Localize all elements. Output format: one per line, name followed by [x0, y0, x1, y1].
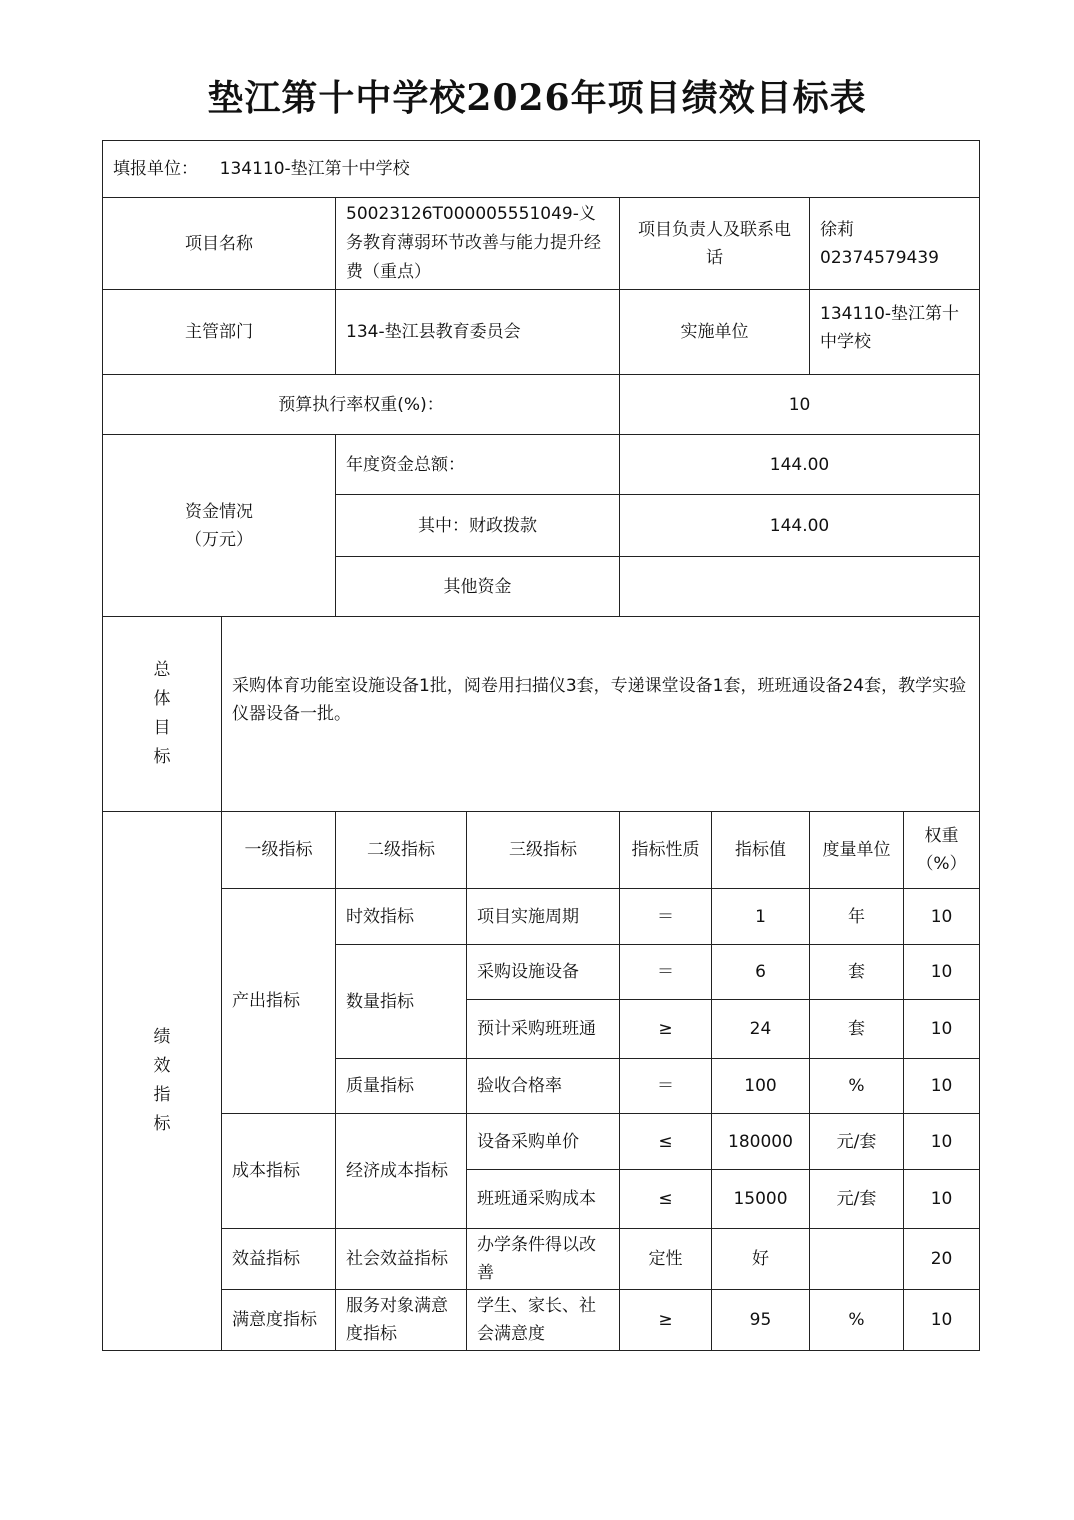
fiscal-funds-value: 144.00 [620, 495, 980, 557]
level2-cell: 服务对象满意度指标 [336, 1290, 467, 1351]
indicators-label [103, 812, 222, 1351]
value-cell: 100 [712, 1059, 810, 1114]
value-cell: 180000 [712, 1114, 810, 1170]
value-cell: 1 [712, 889, 810, 945]
unit-cell: 年 [810, 889, 904, 945]
value-cell: 95 [712, 1290, 810, 1351]
weight-cell: 10 [904, 889, 980, 945]
col-header: 一级指标 [222, 812, 336, 889]
ind-char: 指 [153, 1085, 171, 1105]
weight-cell: 10 [904, 1000, 980, 1059]
leader-phone: 02374579439 [820, 247, 939, 268]
level3-cell: 班班通采购成本 [467, 1170, 620, 1229]
project-name-label: 项目名称 [103, 198, 336, 290]
unit-cell: % [810, 1059, 904, 1114]
level2-cell: 质量指标 [336, 1059, 467, 1114]
level3-cell: 办学条件得以改善 [467, 1229, 620, 1290]
unit-cell: 套 [810, 945, 904, 1000]
weight-cell: 10 [904, 1290, 980, 1351]
goal-char: 体 [153, 689, 171, 709]
unit-cell: 元/套 [810, 1170, 904, 1229]
dept-value: 134-垫江县教育委员会 [336, 290, 620, 375]
dept-label: 主管部门 [103, 290, 336, 375]
operator-cell: ＝ [620, 1059, 712, 1114]
page-title: 垫江第十中学校2026年项目绩效目标表 [207, 77, 867, 119]
operator-cell: ≥ [620, 1000, 712, 1059]
weight-cell: 10 [904, 945, 980, 1000]
level1-cell: 产出指标 [222, 889, 336, 1114]
leader-label: 项目负责人及联系电话 [620, 198, 810, 290]
unit-cell [810, 1229, 904, 1290]
level3-cell: 设备采购单价 [467, 1114, 620, 1170]
col-header: 三级指标 [467, 812, 620, 889]
operator-cell: 定性 [620, 1229, 712, 1290]
fiscal-funds-label: 其中：财政拨款 [336, 495, 620, 557]
ind-char: 效 [153, 1056, 171, 1076]
total-funds-label: 年度资金总额： [336, 435, 620, 495]
level2-cell: 经济成本指标 [336, 1114, 467, 1229]
impl-label: 实施单位 [620, 290, 810, 375]
goal-char: 目 [153, 718, 171, 738]
value-cell: 好 [712, 1229, 810, 1290]
level2-cell: 数量指标 [336, 945, 467, 1059]
goal-char: 总 [153, 660, 171, 680]
unit-cell: 套 [810, 1000, 904, 1059]
value-cell: 6 [712, 945, 810, 1000]
funds-label-2: （万元） [185, 529, 253, 550]
leader-name: 徐莉 [820, 219, 854, 240]
level1-cell: 成本指标 [222, 1114, 336, 1229]
level3-cell: 验收合格率 [467, 1059, 620, 1114]
impl-value: 134110-垫江第十中学校 [810, 290, 980, 375]
funds-label [103, 435, 336, 617]
level3-cell: 学生、家长、社会满意度 [467, 1290, 620, 1351]
unit-cell: % [810, 1290, 904, 1351]
weight-cell: 10 [904, 1059, 980, 1114]
other-funds-label: 其他资金 [336, 557, 620, 617]
col-header: 二级指标 [336, 812, 467, 889]
operator-cell: ＝ [620, 889, 712, 945]
col-header: 度量单位 [810, 812, 904, 889]
reporting-unit [103, 141, 980, 198]
level1-cell: 效益指标 [222, 1229, 336, 1290]
budget-rate-label: 预算执行率权重(%)： [103, 375, 620, 435]
leader-contact [810, 198, 980, 290]
ind-char: 标 [153, 1114, 171, 1134]
value-cell: 24 [712, 1000, 810, 1059]
col-header: 指标性质 [620, 812, 712, 889]
level1-cell: 满意度指标 [222, 1290, 336, 1351]
value-cell: 15000 [712, 1170, 810, 1229]
level2-cell: 时效指标 [336, 889, 467, 945]
col-header: 指标值 [712, 812, 810, 889]
weight-cell: 20 [904, 1229, 980, 1290]
weight-cell: 10 [904, 1114, 980, 1170]
level2-cell: 社会效益指标 [336, 1229, 467, 1290]
col-header: 权重（%） [904, 812, 980, 889]
goal-char: 标 [153, 747, 171, 767]
operator-cell: ≥ [620, 1290, 712, 1351]
operator-cell: ≤ [620, 1114, 712, 1170]
unit-cell: 元/套 [810, 1114, 904, 1170]
ind-char: 绩 [153, 1027, 171, 1047]
operator-cell: ＝ [620, 945, 712, 1000]
performance-table [102, 140, 980, 1351]
project-name-value: 50023126T000005551049-义务教育薄弱环节改善与能力提升经费（重点） [336, 198, 620, 290]
total-funds-value: 144.00 [620, 435, 980, 495]
goal-label [103, 617, 222, 812]
weight-cell: 10 [904, 1170, 980, 1229]
unit-label: 填报单位： [113, 159, 198, 179]
level3-cell: 预计采购班班通 [467, 1000, 620, 1059]
operator-cell: ≤ [620, 1170, 712, 1229]
level3-cell: 项目实施周期 [467, 889, 620, 945]
budget-rate-value: 10 [620, 375, 980, 435]
goal-text: 采购体育功能室设施设备1批，阅卷用扫描仪3套，专递课堂设备1套，班班通设备24套，教学实验仪器设备一批。 [222, 617, 980, 812]
level3-cell: 采购设施设备 [467, 945, 620, 1000]
unit-value: 134110-垫江第十中学校 [219, 159, 410, 179]
other-funds-value [620, 557, 980, 617]
funds-label-1: 资金情况 [185, 501, 253, 522]
